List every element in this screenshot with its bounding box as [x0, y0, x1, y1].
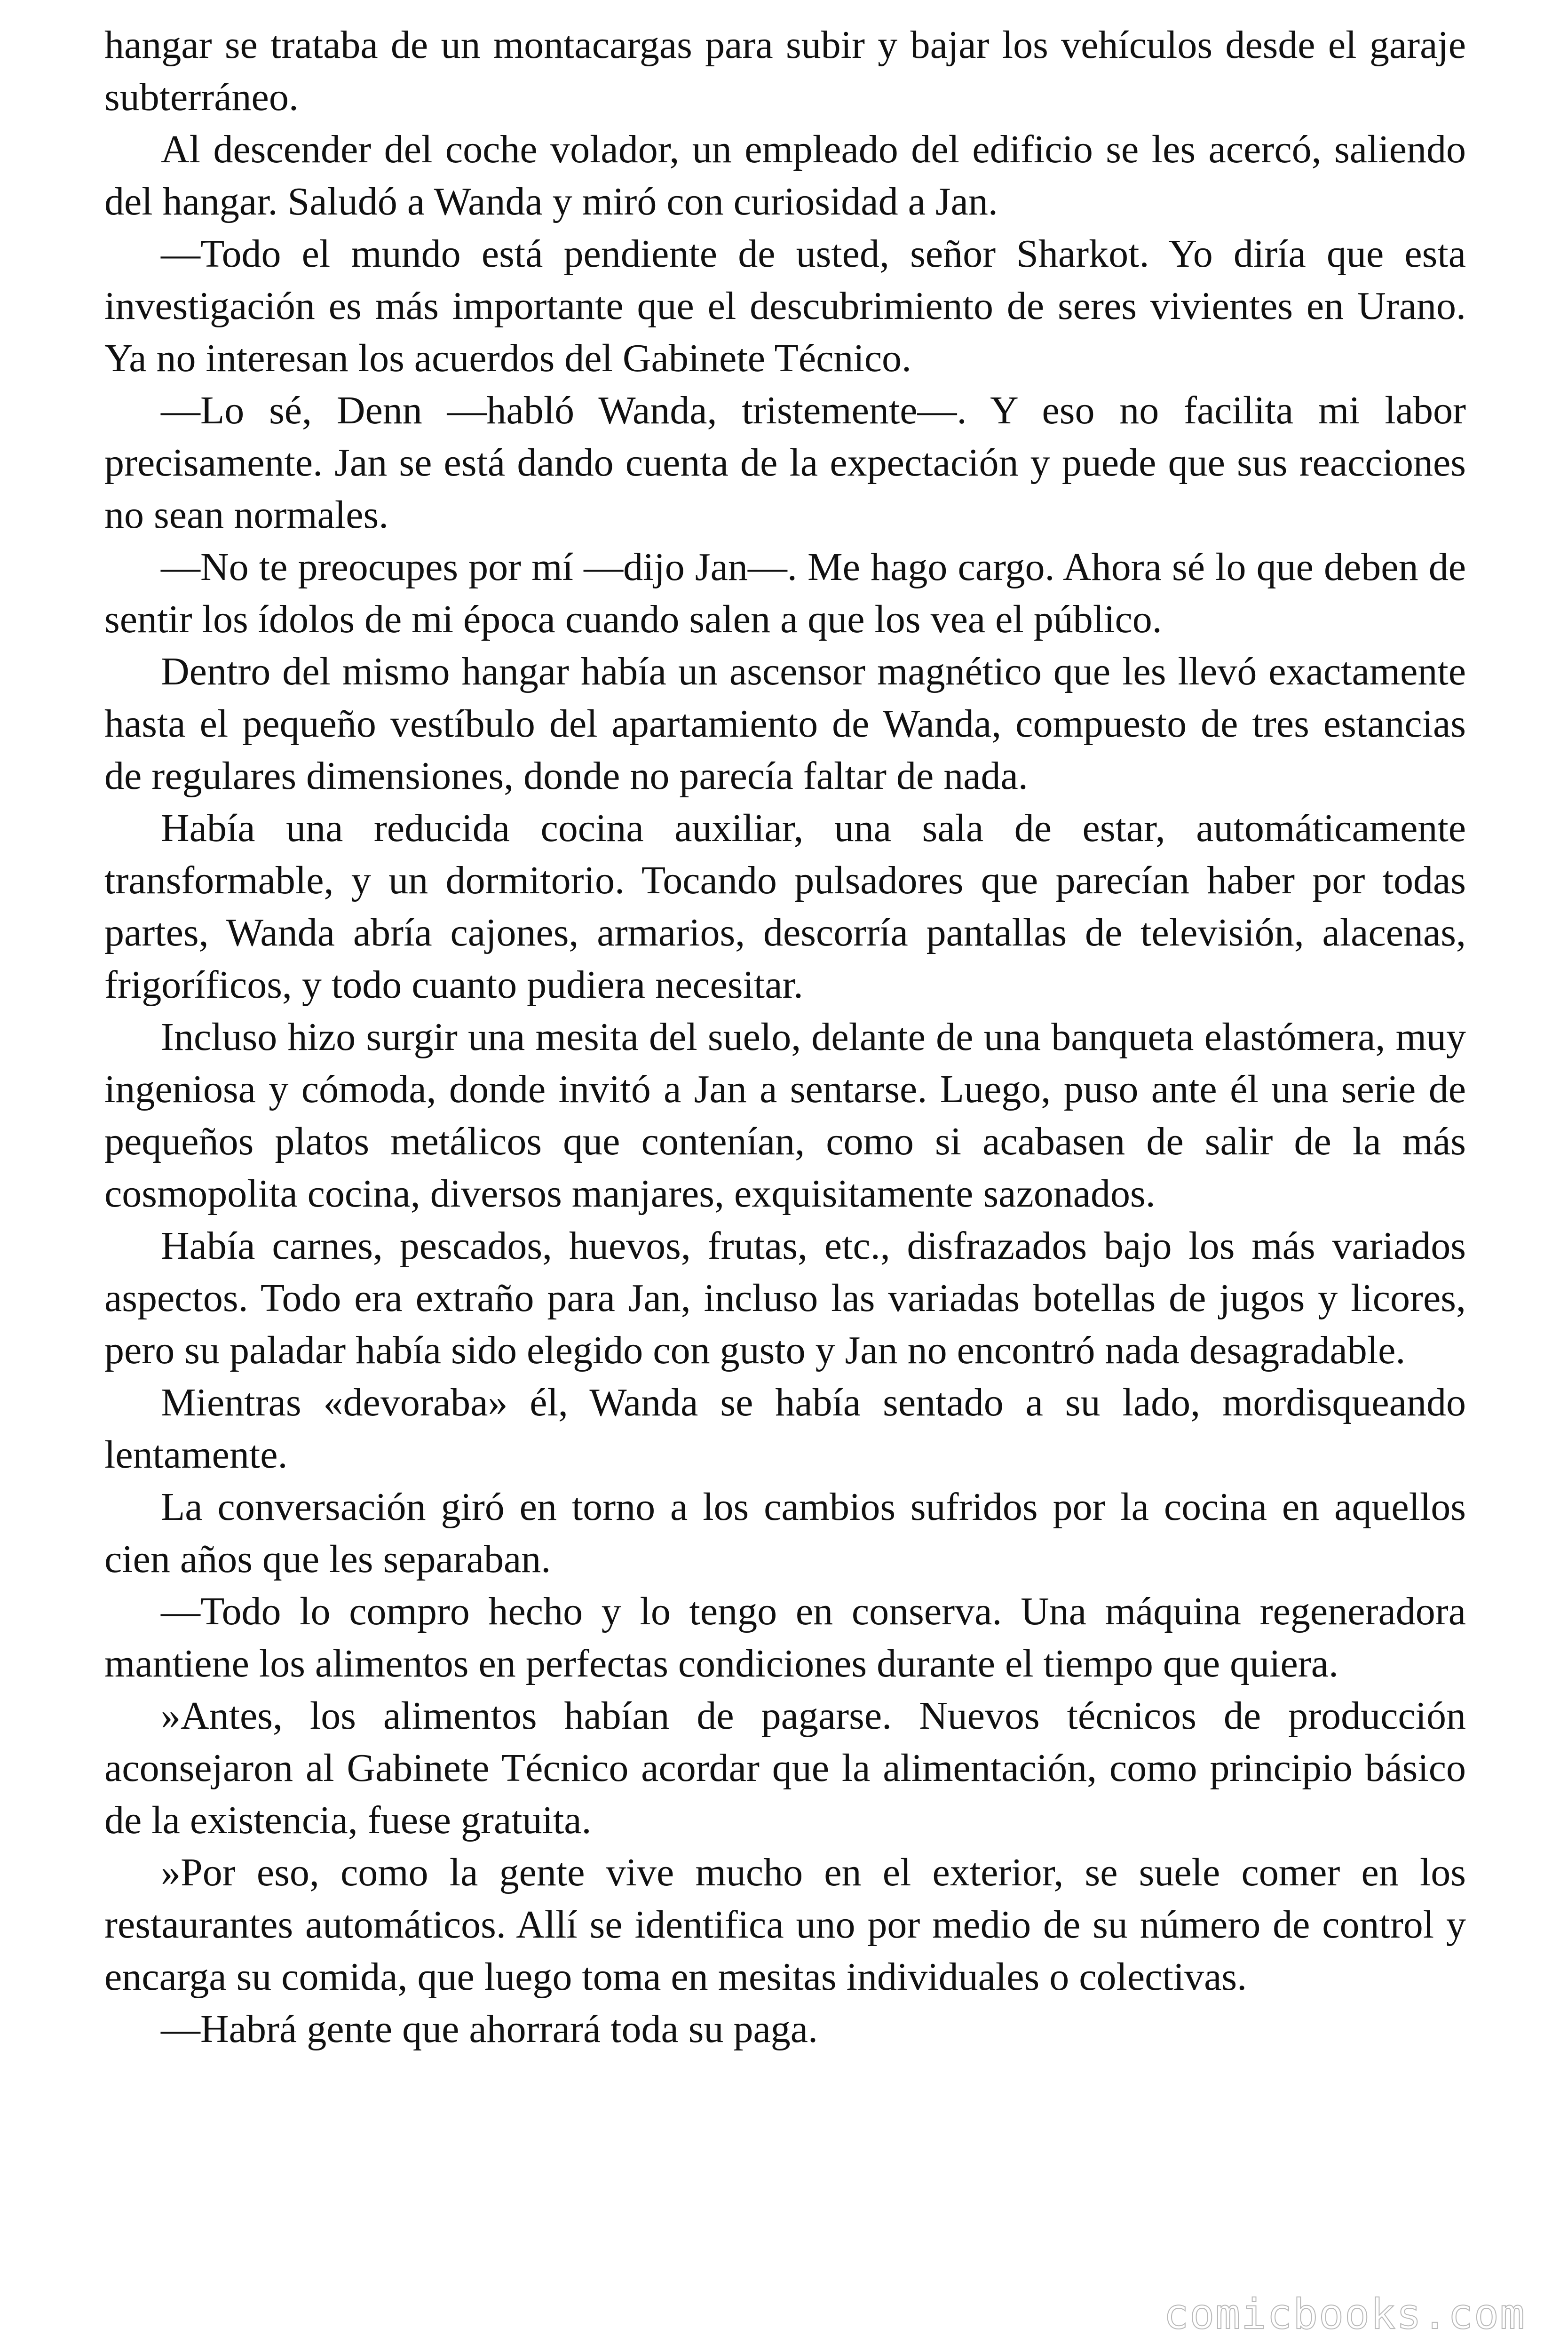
paragraph-5: —No te preocupes por mí —dijo Jan—. Me hago cargo. Ahora sé lo que deben de sentir los ídolos de mi época cuando salen a que los vea el público.: [104, 545, 1466, 641]
paragraph-15: —Habrá gente que ahorrará toda su paga.: [161, 2007, 818, 2051]
watermark-text: comicbooks.com: [1164, 2290, 1526, 2338]
paragraph-7: Había una reducida cocina auxiliar, una sala de estar, automáticamente transformable, y un dormitorio. Tocando pulsadores que parecían haber por todas partes, Wanda abría cajones, armarios, descorría pantallas de televisión, alacenas, frigoríficos, y todo cuanto pudiera necesitar.: [104, 806, 1466, 1007]
paragraph-6: Dentro del mismo hangar había un ascensor magnético que les llevó exactamente hasta el pequeño vestíbulo del apartamiento de Wanda, compuesto de tres estancias de regulares dimensiones, donde no parecía faltar de nada.: [104, 650, 1466, 798]
page-body: [104, 19, 1466, 2055]
paragraph-8: Incluso hizo surgir una mesita del suelo, delante de una banqueta elastómera, muy ingeniosa y cómoda, donde invitó a Jan a sentarse. Luego, puso ante él una serie de pequeños platos metálicos que contenían, como si acabasen de salir de la más cosmopolita cocina, diversos manjares, exquisitamente sazonados.: [104, 1015, 1466, 1216]
paragraph-3: —Todo el mundo está pendiente de usted, señor Sharkot. Yo diría que esta investigación es más importante que el descubrimiento de seres vivientes en Urano. Ya no interesan los acuerdos del Gabinete Técnico.: [104, 232, 1466, 380]
paragraph-9: Había carnes, pescados, huevos, frutas, etc., disfrazados bajo los más variados aspectos. Todo era extraño para Jan, incluso las variadas botellas de jugos y licores, pero su paladar había sido elegido con gusto y Jan no encontró nada desagradable.: [104, 1224, 1466, 1372]
paragraph-12: —Todo lo compro hecho y lo tengo en conserva. Una máquina regeneradora mantiene los alimentos en perfectas condiciones durante el tiempo que quiera.: [104, 1589, 1466, 1685]
paragraph-1: hangar se trataba de un montacargas para subir y bajar los vehículos desde el garaje subterráneo.: [104, 23, 1466, 119]
paragraph-2: Al descender del coche volador, un empleado del edificio se les acercó, saliendo del hangar. Saludó a Wanda y miró con curiosidad a Jan.: [104, 127, 1466, 223]
paragraph-13: »Antes, los alimentos habían de pagarse. Nuevos técnicos de producción aconsejaron al Gabinete Técnico acordar que la alimentación, como principio básico de la existencia, fuese gratuita.: [104, 1694, 1466, 1842]
paragraph-11: La conversación giró en torno a los cambios sufridos por la cocina en aquellos cien años que les separaban.: [104, 1485, 1466, 1581]
paragraph-4: —Lo sé, Denn —habló Wanda, tristemente—. Y eso no facilita mi labor precisamente. Jan se está dando cuenta de la expectación y puede que sus reacciones no sean normales.: [104, 389, 1466, 537]
paragraph-14: »Por eso, como la gente vive mucho en el exterior, se suele comer en los restaurantes automáticos. Allí se identifica uno por medio de su número de control y encarga su comida, que luego toma en mesitas individuales o colectivas.: [104, 1851, 1466, 1999]
paragraph-10: Mientras «devoraba» él, Wanda se había sentado a su lado, mordisqueando lentamente.: [104, 1381, 1466, 1477]
